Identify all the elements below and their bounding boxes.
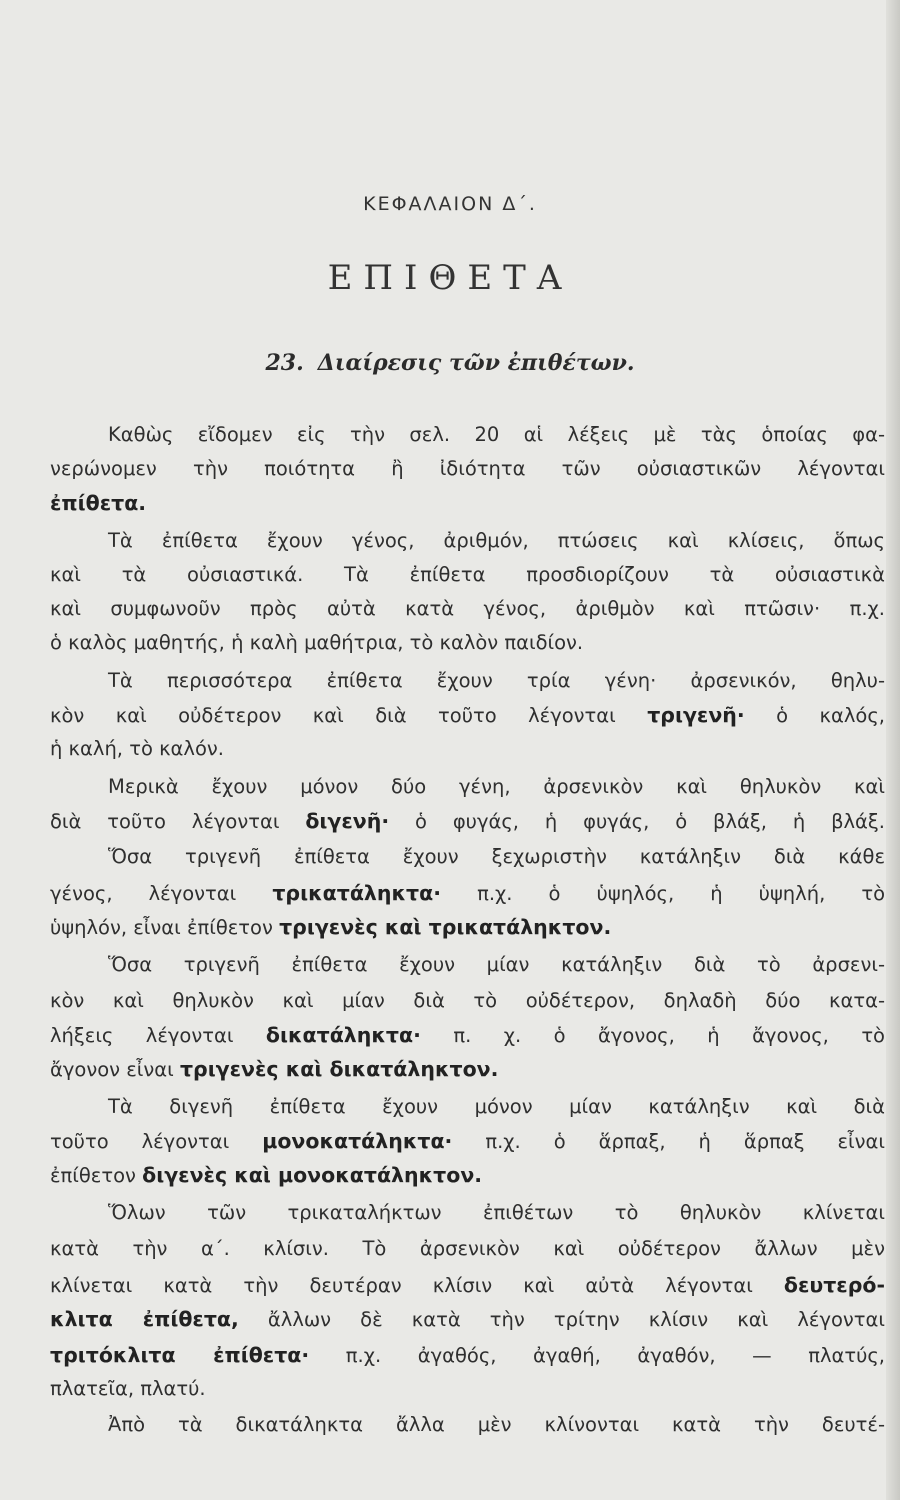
text-line: Τὰ διγενῆ ἐπίθετα ἔχουν μόνον μίαν κατάληξιν καὶ διὰ (108, 1095, 885, 1118)
text-line: κλιτα ἐπίθετα, ἄλλων δὲ κατὰ τὴν τρίτην κλίσιν καὶ λέγονται (50, 1307, 885, 1331)
text-line: κλίνεται κατὰ τὴν δευτέραν κλίσιν καὶ αὐτὰ λέγονται δευτερό- (50, 1273, 885, 1297)
text-line: νερώνομεν τὴν ποιότητα ἢ ἰδιότητα τῶν οὐσιαστικῶν λέγονται (50, 457, 885, 480)
page-edge (886, 0, 900, 1500)
text-line: Ἀπὸ τὰ δικατάληκτα ἄλλα μὲν κλίνονται κατὰ τὴν δευτέ- (108, 1413, 885, 1436)
text-line: πλατεῖα, πλατύ. (50, 1377, 206, 1400)
text-line: ὑψηλόν, εἶναι ἐπίθετον τριγενὲς καὶ τρικατάληκτον. (50, 915, 612, 939)
text-line: τριτόκλιτα ἐπίθετα· π.χ. ἀγαθός, ἀγαθή, ἀγαθόν, — πλατύς, (50, 1343, 885, 1367)
text-line: ἄγονον εἶναι τριγενὲς καὶ δικατάληκτον. (50, 1057, 499, 1081)
text-line: καὶ συμφωνοῦν πρὸς αὐτὰ κατὰ γένος, ἀριθμὸν καὶ πτῶσιν· π.χ. (50, 597, 885, 620)
text-line: Τὰ περισσότερα ἐπίθετα ἔχουν τρία γένη· ἀρσενικόν, θηλυ- (108, 669, 885, 692)
text-line: διὰ τοῦτο λέγονται διγενῆ· ὁ φυγάς, ἡ φυγάς, ὁ βλάξ, ἡ βλάξ. (50, 809, 885, 833)
text-line: Ὅσα τριγενῆ ἐπίθετα ἔχουν ξεχωριστὴν κατάληξιν διὰ κάθε (108, 845, 885, 868)
text-line: Τὰ ἐπίθετα ἔχουν γένος, ἀριθμόν, πτώσεις καὶ κλίσεις, ὅπως (108, 529, 885, 552)
text-line: κὸν καὶ θηλυκὸν καὶ μίαν διὰ τὸ οὐδέτερον, δηλαδὴ δύο κατα- (50, 989, 885, 1012)
text-line: ἡ καλή, τὸ καλόν. (50, 737, 224, 760)
section-heading (0, 350, 900, 376)
section-title: Διαίρεσις τῶν ἐπιθέτων. (317, 350, 635, 376)
section-number: 23. (265, 350, 304, 376)
text-line: καὶ τὰ οὐσιαστικά. Τὰ ἐπίθετα προσδιορίζουν τὰ οὐσιαστικὰ (50, 563, 885, 586)
chapter-label: ΚΕΦΑΛΑΙΟΝ Δ΄. (363, 193, 537, 215)
text-line: Ὅλων τῶν τρικαταλήκτων ἐπιθέτων τὸ θηλυκὸν κλίνεται (108, 1201, 885, 1224)
text-line: γένος, λέγονται τρικατάληκτα· π.χ. ὁ ὑψηλός, ἡ ὑψηλή, τὸ (50, 881, 886, 905)
text-line: τοῦτο λέγονται μονοκατάληκτα· π.χ. ὁ ἅρπαξ, ἡ ἅρπαξ εἶναι (50, 1129, 886, 1153)
text-line: Καθὼς εἴδομεν εἰς τὴν σελ. 20 αἱ λέξεις μὲ τὰς ὁποίας φα- (108, 423, 885, 446)
text-line: κατὰ τὴν α΄. κλίσιν. Τὸ ἀρσενικὸν καὶ οὐδέτερον ἄλλων μὲν (50, 1237, 885, 1260)
text-line: ἐπίθετα. (50, 491, 147, 515)
text-line: ἐπίθετον διγενὲς καὶ μονοκατάληκτον. (50, 1163, 483, 1187)
text-line: ὁ καλὸς μαθητής, ἡ καλὴ μαθήτρια, τὸ καλὸν παιδίον. (50, 631, 584, 654)
text-line: λήξεις λέγονται δικατάληκτα· π. χ. ὁ ἄγονος, ἡ ἄγονος, τὸ (50, 1023, 885, 1047)
chapter-title: ΕΠΙΘΕΤΑ (327, 258, 573, 298)
text-line: Ὅσα τριγενῆ ἐπίθετα ἔχουν μίαν κατάληξιν διὰ τὸ ἀρσενι- (108, 953, 885, 976)
text-line: κὸν καὶ οὐδέτερον καὶ διὰ τοῦτο λέγονται τριγενῆ· ὁ καλός, (50, 703, 886, 727)
text-line: Μερικὰ ἔχουν μόνον δύο γένη, ἀρσενικὸν καὶ θηλυκὸν καὶ (108, 775, 885, 798)
